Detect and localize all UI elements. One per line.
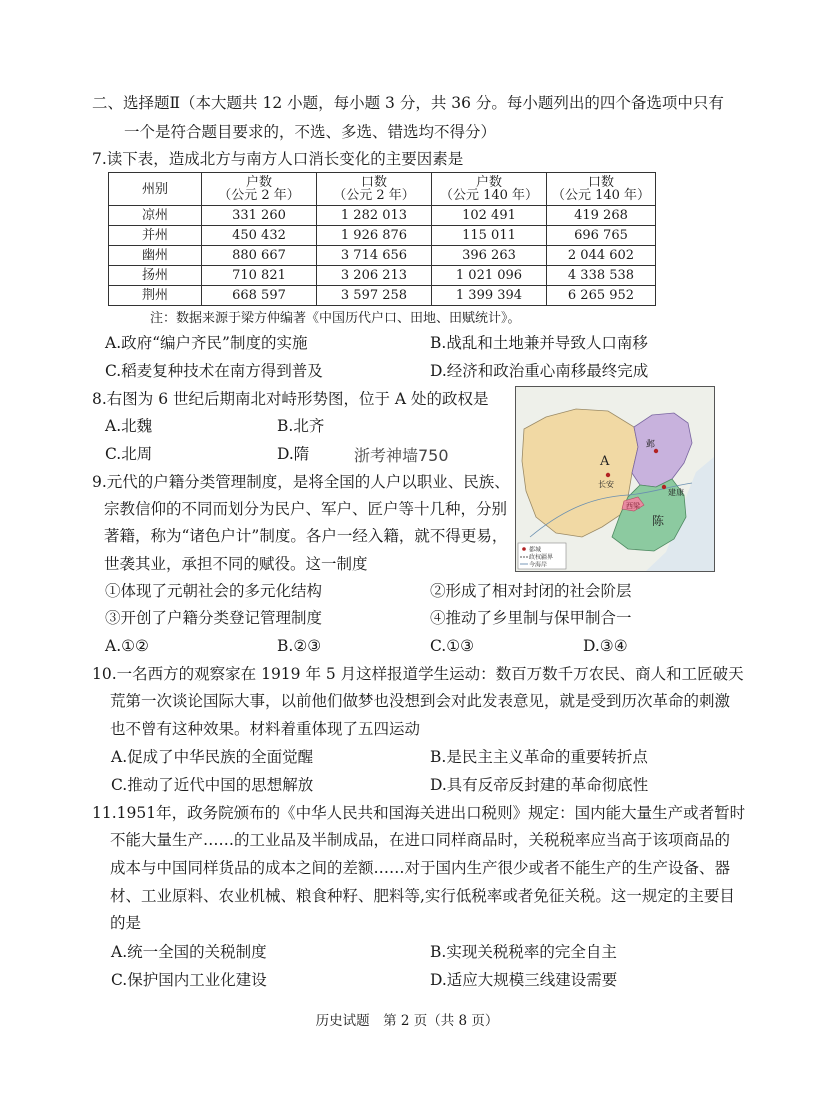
table-cell: 扬州 [109,266,202,286]
table-row [109,226,656,246]
table-cell: 3 597 258 [317,286,432,306]
q10-line: 荒第一次谈论国际大事，以前他们做梦也没想到会对此发表意见，就是受到历次革命的刺激 [110,692,731,710]
table-header-row [109,173,656,206]
table-cell: 880 667 [202,246,317,266]
map-label-chen: 陈 [652,514,665,528]
table-cell: 1 282 013 [317,206,432,226]
table-cell: 1 926 876 [317,226,432,246]
q8-option-a[interactable]: A.北魏 [105,417,153,435]
table-header-cell: 户数 （公元 140 年） [432,173,547,206]
q8-option-c[interactable]: C.北周 [105,445,153,463]
table-cell: 1 399 394 [432,286,547,306]
table-header-cell: 口数 （公元 140 年） [547,173,656,206]
q11-option-d[interactable]: D.适应大规模三线建设需要 [430,971,618,989]
map-label-ye: 邺 [646,440,656,450]
table-cell: 4 338 538 [547,266,656,286]
q8-option-d[interactable]: D.隋 [277,445,310,463]
table-cell: 1 021 096 [432,266,547,286]
table-cell: 710 821 [202,266,317,286]
table-header-cell: 户数 （公元 2 年） [202,173,317,206]
watermark-text: 浙考神墙750 [354,446,449,465]
q10-line: 10.一名西方的观察家在 1919 年 5 月这样报道学生运动：数百万数千万农民、商人和工匠破天 [92,665,744,683]
table-cell: 凉州 [109,206,202,226]
table-cell: 3 206 213 [317,266,432,286]
section-heading-cont: 一个是符合题目要求的，不选、多选、错选均不得分） [124,123,497,141]
legend-capital-icon [522,547,526,551]
table-cell: 696 765 [547,226,656,246]
q9-option-d[interactable]: D.③④ [583,637,628,655]
q9-line: 著籍，称为“诸色户计”制度。各户一经入籍，就不得更易， [104,527,508,545]
section-heading: 二、选择题Ⅱ（本大题共 12 小题，每小题 3 分，共 36 分。每小题列出的四个备选项中只有 [92,94,724,112]
table-row [109,206,656,226]
q9-line: 9.元代的户籍分类管理制度，是将全国的人户以职业、民族、 [92,473,510,491]
table-cell: 并州 [109,226,202,246]
table-cell: 102 491 [432,206,547,226]
q7-stem: 7.读下表，造成北方与南方人口消长变化的主要因素是 [92,150,464,168]
q10-option-d[interactable]: D.具有反帝反封建的革命彻底性 [430,776,649,794]
q11-line: 不能大量生产……的工业品及半制成品，在进口同样商品时，关税税率应当高于该项商品的 [110,831,731,849]
capital-marker [662,485,666,489]
capital-marker [606,473,610,477]
table-row [109,266,656,286]
table-cell: 668 597 [202,286,317,306]
map-label-jiankang: 建康 [668,488,684,497]
q9-option-c[interactable]: C.①③ [430,637,475,655]
map-label-xiliang: 西梁 [626,502,640,510]
table-header-cell: 口数 （公元 2 年） [317,173,432,206]
legend-item: 今海岸 [529,561,548,569]
q11-line: 成本与中国同样货品的成本之间的差额……对于国内生产很少或者不能生产的生产设备、器 [110,859,731,877]
legend-item: 都城 [529,546,542,554]
q11-line: 材、工业原料、农业机械、粮食种籽、肥料等,实行低税率或者免征关税。这一规定的主要目 [110,887,735,905]
legend-item: 政权疆界 [529,554,554,561]
table-row [109,246,656,266]
table-cell: 2 044 602 [547,246,656,266]
table-note: 注：数据来源于梁方仲编著《中国历代户口、田地、田赋统计》。 [150,311,521,326]
table-cell: 6 265 952 [547,286,656,306]
q7-option-b[interactable]: B.战乱和土地兼并导致人口南移 [430,334,648,352]
q7-option-a[interactable]: A.政府“编户齐民”制度的实施 [105,334,308,352]
q10-line: 也不曾有这种效果。材料着重体现了五四运动 [110,720,421,738]
q9-statement-1: ①体现了元朝社会的多元化结构 [105,582,323,600]
population-table [108,172,656,306]
q8-stem: 8.右图为 6 世纪后期南北对峙形势图，位于 A 处的政权是 [92,390,489,408]
q9-statement-2: ②形成了相对封闭的社会阶层 [430,582,632,600]
map-figure [515,386,715,572]
q10-option-b[interactable]: B.是民主主义革命的重要转折点 [430,748,648,766]
q11-option-c[interactable]: C.保护国内工业化建设 [111,971,267,989]
q9-statement-4: ④推动了乡里制与保甲制合一 [430,609,632,627]
table-cell: 396 263 [432,246,547,266]
table-cell: 3 714 656 [317,246,432,266]
table-cell: 419 268 [547,206,656,226]
q9-line: 宗教信仰的不同而划分为民户、军户、匠户等十几种，分别 [104,500,508,518]
table-cell: 450 432 [202,226,317,246]
q9-option-a[interactable]: A.①② [105,637,149,655]
map-label-a: A [600,454,610,469]
map-svg [516,387,714,571]
q10-option-a[interactable]: A.促成了中华民族的全面觉醒 [111,748,314,766]
q7-option-c[interactable]: C.稻麦复种技术在南方得到普及 [105,362,323,380]
q11-line: 11.1951年，政务院颁布的《中华人民共和国海关进出口税则》规定：国内能大量生产或者暂时 [92,804,746,822]
q9-line: 世袭其业，承担不同的赋役。这一制度 [104,555,368,573]
table-cell: 幽州 [109,246,202,266]
q8-option-b[interactable]: B.北齐 [277,417,325,435]
page-footer: 历史试题 第 2 页（共 8 页） [315,1013,499,1029]
map-label-changan: 长安 [598,480,614,489]
table-row [109,286,656,306]
table-cell: 荆州 [109,286,202,306]
q10-option-c[interactable]: C.推动了近代中国的思想解放 [111,776,314,794]
q11-option-b[interactable]: B.实现关税税率的完全自主 [430,943,617,961]
q9-option-b[interactable]: B.②③ [277,637,322,655]
q7-option-d[interactable]: D.经济和政治重心南移最终完成 [430,362,649,380]
table-cell: 331 260 [202,206,317,226]
q9-statement-3: ③开创了户籍分类登记管理制度 [105,609,323,627]
table-cell: 115 011 [432,226,547,246]
table-header-cell: 州别 [109,173,202,206]
q11-line: 的是 [110,914,142,932]
q11-option-a[interactable]: A.统一全国的关税制度 [111,943,267,961]
